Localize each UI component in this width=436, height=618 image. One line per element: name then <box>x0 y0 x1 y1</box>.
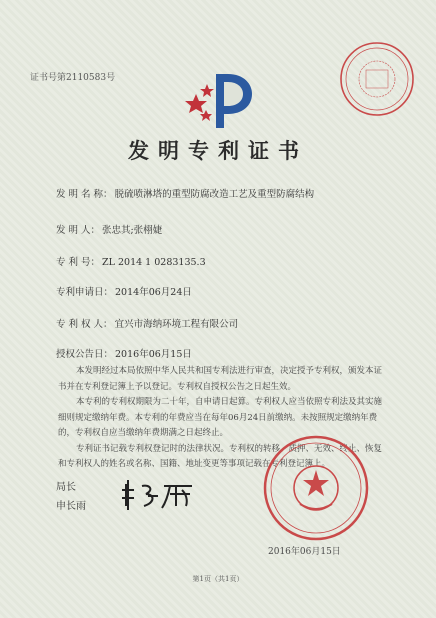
field-label: 发 明 人： <box>56 225 101 236</box>
field-application-date <box>56 284 192 298</box>
field-inventor <box>56 222 162 236</box>
director-block <box>56 478 86 516</box>
field-label: 发 明 名 称： <box>56 189 113 200</box>
field-invention-name <box>56 186 314 200</box>
director-name: 申长雨 <box>56 501 86 512</box>
official-seal-icon <box>262 434 370 542</box>
field-label: 专利申请日： <box>56 287 114 298</box>
field-label: 授权公告日： <box>56 349 114 360</box>
field-value: 2016年06月15日 <box>115 349 192 360</box>
field-label: 专 利 号： <box>56 257 101 268</box>
director-signature <box>120 476 200 512</box>
director-title: 局长 <box>56 482 76 493</box>
issue-date: 2016年06月15日 <box>268 547 341 557</box>
ip-office-emblem-icon <box>180 64 260 132</box>
body-paragraph: 专利证书记载专利权登记时的法律状况。专利权的转移、质押、无效、终止、恢复和专利权人的姓名或名称、国籍、地址变更等事项记载在专利登记簿上。 <box>58 443 383 469</box>
field-value: 脱硫喷淋塔的重型防腐改造工艺及重型防腐结构 <box>114 189 315 200</box>
field-value: 宜兴市海纳环境工程有限公司 <box>114 319 239 330</box>
registration-seal-icon <box>338 40 416 118</box>
field-value: 2014年06月24日 <box>115 287 192 298</box>
field-patent-number <box>56 254 206 268</box>
body-paragraph: 本专利的专利权期限为二十年，自申请日起算。专利权人应当依照专利法及其实施细则规定缴纳年费。本专利的年费应当在每年06月24日前缴纳。未按照规定缴纳年费的，专利权自应当缴纳年费期满之日起终止。 <box>58 397 383 438</box>
field-patentee <box>56 316 238 330</box>
field-value: ZL 2014 1 0283135.3 <box>102 257 206 268</box>
field-value: 张忠其;张栩婕 <box>102 225 163 236</box>
page-title: 发明专利证书 <box>128 138 308 163</box>
body-paragraph: 本发明经过本局依照中华人民共和国专利法进行审查，决定授予专利权，颁发本证书并在专利登记簿上予以登记。专利权自授权公告之日起生效。 <box>58 366 383 392</box>
page-footer: 第1页（共1页） <box>192 575 244 583</box>
field-label: 专 利 权 人： <box>56 319 113 330</box>
certificate-number: 证书号第2110583号 <box>30 73 116 83</box>
field-grant-date <box>56 346 192 360</box>
